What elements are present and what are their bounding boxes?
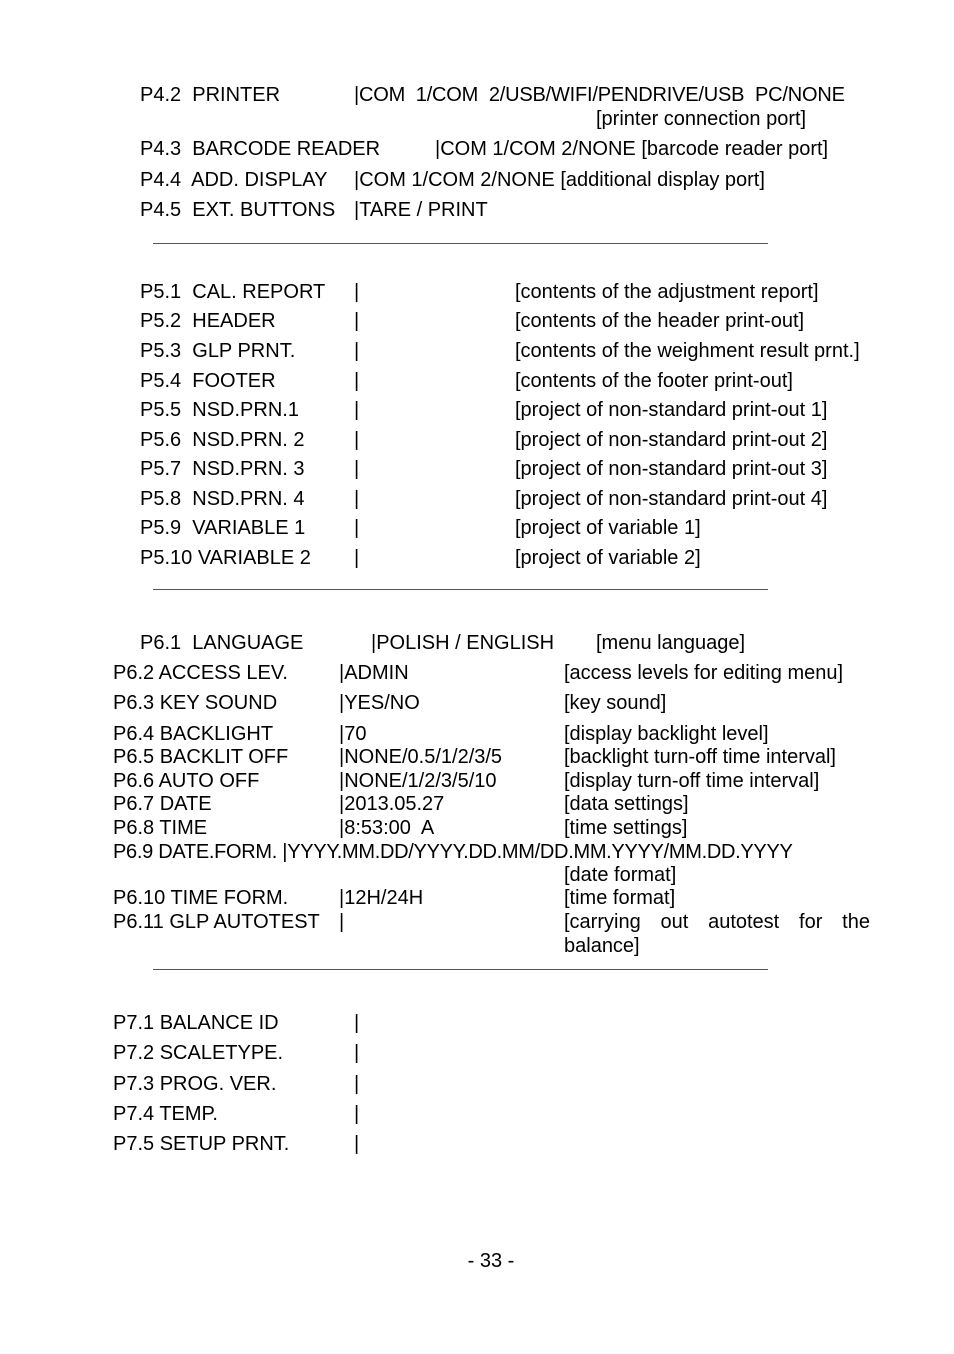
- p5-code: P5.10 VARIABLE 2: [140, 547, 311, 569]
- p5-code: P5.7 NSD.PRN. 3: [140, 458, 305, 480]
- desc-word: autotest: [708, 911, 780, 933]
- p5-code: P5.2 HEADER: [140, 310, 276, 332]
- p5-desc: [project of non-standard print-out 2]: [515, 429, 828, 451]
- p5-sep: |: [354, 488, 360, 510]
- p6-language-value: |POLISH / ENGLISH: [371, 632, 555, 654]
- p6-autotest-desc: [564, 910, 870, 934]
- desc-word: for: [799, 911, 823, 933]
- p4-add-display-code: P4.4 ADD. DISPLAY: [140, 169, 328, 191]
- p6-desc: [time settings]: [564, 817, 688, 839]
- p6-value: |YES/NO: [339, 692, 420, 714]
- p7-sep: |: [354, 1012, 360, 1034]
- p7-sep: |: [354, 1133, 360, 1155]
- p5-sep: |: [354, 370, 360, 392]
- p6-value: |NONE/1/2/3/5/10: [339, 770, 497, 792]
- p5-desc: [contents of the footer print-out]: [515, 370, 793, 392]
- p5-sep: |: [354, 399, 360, 421]
- p6-code: P6.4 BACKLIGHT: [113, 723, 274, 745]
- section-divider: [153, 243, 768, 244]
- p6-code: P6.6 AUTO OFF: [113, 770, 260, 792]
- p4-printer-value: |COM 1/COM 2/USB/WIFI/PENDRIVE/USB PC/NONE: [354, 84, 845, 106]
- p5-sep: |: [354, 458, 360, 480]
- p5-code: P5.4 FOOTER: [140, 370, 276, 392]
- p6-code: P6.3 KEY SOUND: [113, 692, 278, 714]
- p6-code: P6.8 TIME: [113, 817, 208, 839]
- p6-desc: [data settings]: [564, 793, 689, 815]
- p5-desc: [project of variable 2]: [515, 547, 701, 569]
- p5-sep: |: [354, 517, 360, 539]
- p6-code: P6.5 BACKLIT OFF: [113, 746, 289, 768]
- desc-word: the: [842, 911, 870, 933]
- p6-code: P6.2 ACCESS LEV.: [113, 662, 288, 684]
- p7-code: P7.1 BALANCE ID: [113, 1012, 279, 1034]
- p5-desc: [project of non-standard print-out 1]: [515, 399, 828, 421]
- p7-code: P7.4 TEMP.: [113, 1103, 218, 1125]
- p6-time-form-value: |12H/24H: [339, 887, 424, 909]
- p6-date-form-line: P6.9 DATE.FORM. |YYYY.MM.DD/YYYY.DD.MM/DD.MM.YYYY/MM.DD.YYYY: [113, 841, 793, 863]
- p4-barcode-value: |COM 1/COM 2/NONE [barcode reader port]: [435, 138, 829, 160]
- p5-sep: |: [354, 340, 360, 362]
- p6-value: |2013.05.27: [339, 793, 445, 815]
- p5-code: P5.3 GLP PRNT.: [140, 340, 296, 362]
- p5-desc: [contents of the header print-out]: [515, 310, 805, 332]
- p4-printer-desc: [printer connection port]: [596, 108, 807, 130]
- p5-desc: [contents of the weighment result prnt.]: [515, 340, 860, 362]
- p6-time-form-desc: [time format]: [564, 887, 676, 909]
- p6-autotest-desc-line2: balance]: [564, 935, 640, 957]
- p5-sep: |: [354, 310, 360, 332]
- p7-sep: |: [354, 1042, 360, 1064]
- p5-code: P5.8 NSD.PRN. 4: [140, 488, 305, 510]
- p5-sep: |: [354, 281, 360, 303]
- p6-desc: [display turn-off time interval]: [564, 770, 820, 792]
- p5-code: P5.9 VARIABLE 1: [140, 517, 306, 539]
- p6-date-form-desc: [date format]: [564, 864, 677, 886]
- p5-desc: [project of non-standard print-out 3]: [515, 458, 828, 480]
- p5-code: P5.5 NSD.PRN.1: [140, 399, 299, 421]
- p6-time-form-code: P6.10 TIME FORM.: [113, 887, 289, 909]
- p6-language-code: P6.1 LANGUAGE: [140, 632, 304, 654]
- p6-value: |ADMIN: [339, 662, 409, 684]
- p7-sep: |: [354, 1103, 360, 1125]
- p7-code: P7.2 SCALETYPE.: [113, 1042, 284, 1064]
- p6-code: P6.7 DATE: [113, 793, 212, 815]
- p4-printer-code: P4.2 PRINTER: [140, 84, 281, 106]
- p5-sep: |: [354, 547, 360, 569]
- desc-word: [carrying: [564, 911, 641, 933]
- p4-ext-buttons-code: P4.5 EXT. BUTTONS: [140, 199, 336, 221]
- p6-language-desc: [menu language]: [596, 632, 746, 654]
- p6-value: |8:53:00 A: [339, 817, 435, 839]
- p6-value: |70: [339, 723, 367, 745]
- p5-sep: |: [354, 429, 360, 451]
- p5-desc: [contents of the adjustment report]: [515, 281, 819, 303]
- section-divider: [153, 589, 768, 590]
- page-number: - 33 -: [467, 1250, 515, 1272]
- p5-code: P5.6 NSD.PRN. 2: [140, 429, 305, 451]
- p5-code: P5.1 CAL. REPORT: [140, 281, 326, 303]
- p7-code: P7.3 PROG. VER.: [113, 1073, 277, 1095]
- p6-desc: [backlight turn-off time interval]: [564, 746, 836, 768]
- p4-barcode-code: P4.3 BARCODE READER: [140, 138, 381, 160]
- p5-desc: [project of variable 1]: [515, 517, 701, 539]
- p6-autotest-code: P6.11 GLP AUTOTEST: [113, 911, 320, 933]
- p4-add-display-value: |COM 1/COM 2/NONE [additional display port]: [354, 169, 765, 191]
- p4-ext-buttons-value: |TARE / PRINT: [354, 199, 488, 221]
- desc-word: out: [660, 911, 689, 933]
- p6-value: |NONE/0.5/1/2/3/5: [339, 746, 503, 768]
- p6-desc: [display backlight level]: [564, 723, 769, 745]
- p6-desc: [access levels for editing menu]: [564, 662, 844, 684]
- p5-desc: [project of non-standard print-out 4]: [515, 488, 828, 510]
- p7-sep: |: [354, 1073, 360, 1095]
- section-divider: [153, 969, 768, 970]
- p6-autotest-value: |: [339, 911, 345, 933]
- p7-code: P7.5 SETUP PRNT.: [113, 1133, 290, 1155]
- p6-desc: [key sound]: [564, 692, 667, 714]
